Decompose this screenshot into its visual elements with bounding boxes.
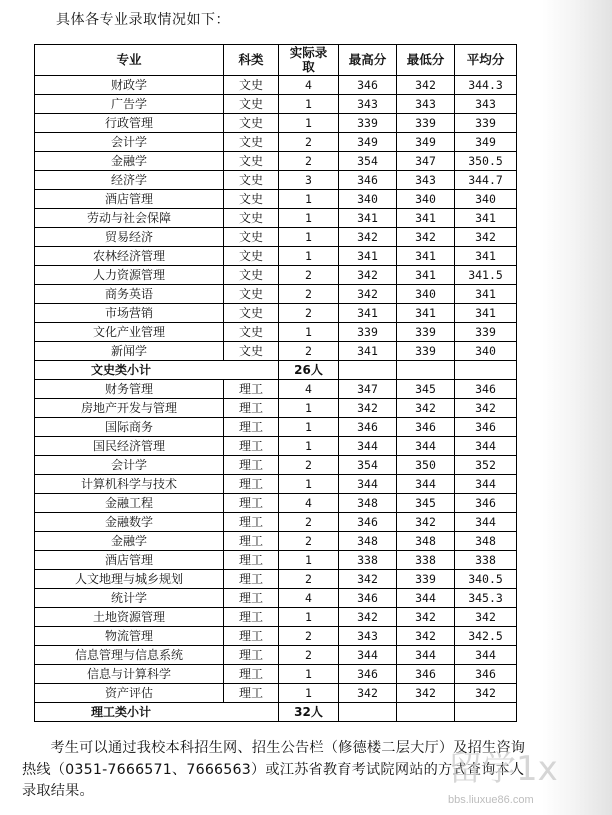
cell-max-score: 346 [339, 418, 397, 437]
table-row [35, 342, 517, 361]
cell-min-score: 339 [397, 114, 455, 133]
cell-major: 国民经济管理 [35, 437, 224, 456]
cell-major: 会计学 [35, 456, 224, 475]
cell-major: 行政管理 [35, 114, 224, 133]
cell-admitted: 2 [279, 152, 339, 171]
cell-avg-score: 344 [455, 475, 517, 494]
table-row [35, 456, 517, 475]
table-row [35, 304, 517, 323]
table-row [35, 399, 517, 418]
cell-max-score: 342 [339, 570, 397, 589]
cell-major: 人力资源管理 [35, 266, 224, 285]
cell-min-score: 342 [397, 684, 455, 703]
cell-admitted: 2 [279, 627, 339, 646]
cell-admitted: 1 [279, 209, 339, 228]
cell-max-score: 349 [339, 133, 397, 152]
cell-major: 酒店管理 [35, 551, 224, 570]
subtotal-row-ligong [35, 703, 517, 722]
table-row [35, 171, 517, 190]
cell-max-score: 346 [339, 76, 397, 95]
header-max-score: 最高分 [339, 45, 397, 76]
cell-avg-score: 343 [455, 95, 517, 114]
cell-max-score: 342 [339, 684, 397, 703]
subtotal-label: 理工类小计 [35, 703, 279, 722]
table-row [35, 247, 517, 266]
cell-avg-score: 340.5 [455, 570, 517, 589]
cell-major: 金融数学 [35, 513, 224, 532]
cell-min-score: 349 [397, 133, 455, 152]
cell-max-score: 344 [339, 475, 397, 494]
cell-admitted: 1 [279, 399, 339, 418]
cell-admitted: 2 [279, 570, 339, 589]
cell-major: 经济学 [35, 171, 224, 190]
table-row [35, 76, 517, 95]
cell-major: 贸易经济 [35, 228, 224, 247]
table-row [35, 532, 517, 551]
cell-major: 资产评估 [35, 684, 224, 703]
table-row [35, 608, 517, 627]
cell-category: 理工 [224, 627, 279, 646]
cell-avg-score: 350.5 [455, 152, 517, 171]
cell-major: 房地产开发与管理 [35, 399, 224, 418]
header-min-score: 最低分 [397, 45, 455, 76]
cell-max-score: 338 [339, 551, 397, 570]
cell-category: 文史 [224, 95, 279, 114]
cell-avg-score: 352 [455, 456, 517, 475]
cell-min-score: 340 [397, 190, 455, 209]
cell-avg-score: 341 [455, 285, 517, 304]
cell-min-score: 338 [397, 551, 455, 570]
table-row [35, 95, 517, 114]
admission-table [34, 44, 517, 722]
table-header-row [35, 45, 517, 76]
cell-admitted: 2 [279, 532, 339, 551]
cell-category: 理工 [224, 684, 279, 703]
table-row [35, 627, 517, 646]
table-row [35, 114, 517, 133]
cell-category: 理工 [224, 589, 279, 608]
cell-max-score: 348 [339, 532, 397, 551]
cell-category: 文史 [224, 304, 279, 323]
header-major: 专业 [35, 45, 224, 76]
cell-max-score: 342 [339, 285, 397, 304]
cell-major: 市场营销 [35, 304, 224, 323]
cell-avg-score: 341.5 [455, 266, 517, 285]
cell-admitted: 2 [279, 133, 339, 152]
cell-admitted: 1 [279, 190, 339, 209]
cell-major: 酒店管理 [35, 190, 224, 209]
table-row [35, 418, 517, 437]
table-row [35, 475, 517, 494]
cell-category: 理工 [224, 399, 279, 418]
cell-category: 理工 [224, 646, 279, 665]
cell-min-score: 350 [397, 456, 455, 475]
cell-max-score: 342 [339, 399, 397, 418]
cell-major: 计算机科学与技术 [35, 475, 224, 494]
cell-admitted: 3 [279, 171, 339, 190]
cell-min-score: 347 [397, 152, 455, 171]
cell-major: 信息与计算科学 [35, 665, 224, 684]
header-admitted: 实际录取 [279, 45, 339, 76]
cell-admitted: 1 [279, 475, 339, 494]
table-row [35, 380, 517, 399]
cell-major: 新闻学 [35, 342, 224, 361]
cell-min-score: 342 [397, 228, 455, 247]
cell-admitted: 2 [279, 342, 339, 361]
cell-max-score: 346 [339, 665, 397, 684]
header-category: 科类 [224, 45, 279, 76]
cell-major: 物流管理 [35, 627, 224, 646]
cell-category: 文史 [224, 133, 279, 152]
cell-major: 劳动与社会保障 [35, 209, 224, 228]
cell-avg-score: 348 [455, 532, 517, 551]
cell-admitted: 1 [279, 608, 339, 627]
cell-category: 文史 [224, 247, 279, 266]
cell-min-score: 339 [397, 570, 455, 589]
cell-avg-score: 345.3 [455, 589, 517, 608]
cell-admitted: 1 [279, 247, 339, 266]
cell-category: 理工 [224, 608, 279, 627]
cell-major: 人文地理与城乡规划 [35, 570, 224, 589]
table-row [35, 551, 517, 570]
cell-major: 商务英语 [35, 285, 224, 304]
cell-min-score: 342 [397, 627, 455, 646]
cell-min-score: 343 [397, 95, 455, 114]
cell-admitted: 1 [279, 95, 339, 114]
cell-category: 理工 [224, 532, 279, 551]
cell-min-score: 344 [397, 589, 455, 608]
cell-max-score: 346 [339, 513, 397, 532]
cell-max-score: 348 [339, 494, 397, 513]
table-row [35, 228, 517, 247]
cell-category: 文史 [224, 323, 279, 342]
cell-category: 理工 [224, 475, 279, 494]
cell-min-score: 346 [397, 665, 455, 684]
cell-category: 文史 [224, 152, 279, 171]
cell-max-score: 344 [339, 437, 397, 456]
subtotal-row-wenshi [35, 361, 517, 380]
cell-max-score: 342 [339, 228, 397, 247]
cell-avg-score: 349 [455, 133, 517, 152]
cell-max-score: 354 [339, 456, 397, 475]
cell-category: 理工 [224, 551, 279, 570]
cell-admitted: 1 [279, 665, 339, 684]
cell-major: 金融工程 [35, 494, 224, 513]
cell-category: 文史 [224, 285, 279, 304]
cell-avg-score: 342 [455, 228, 517, 247]
cell-category: 理工 [224, 380, 279, 399]
cell-avg-score: 340 [455, 342, 517, 361]
cell-major: 统计学 [35, 589, 224, 608]
cell-max-score: 346 [339, 171, 397, 190]
table-row [35, 323, 517, 342]
cell-min-score: 341 [397, 247, 455, 266]
cell-min-score: 342 [397, 76, 455, 95]
cell-min-score: 341 [397, 209, 455, 228]
cell-admitted: 1 [279, 418, 339, 437]
cell-avg-score: 341 [455, 209, 517, 228]
table-row [35, 437, 517, 456]
cell-major: 农林经济管理 [35, 247, 224, 266]
cell-admitted: 2 [279, 285, 339, 304]
cell-max-score: 343 [339, 627, 397, 646]
cell-major: 信息管理与信息系统 [35, 646, 224, 665]
cell-avg-score: 346 [455, 494, 517, 513]
cell-category: 文史 [224, 171, 279, 190]
cell-min-score: 348 [397, 532, 455, 551]
cell-avg-score: 344 [455, 437, 517, 456]
cell-max-score: 341 [339, 209, 397, 228]
subtotal-label: 文史类小计 [35, 361, 279, 380]
cell-admitted: 4 [279, 380, 339, 399]
cell-min-score: 342 [397, 608, 455, 627]
cell-avg-score: 344 [455, 646, 517, 665]
cell-max-score: 347 [339, 380, 397, 399]
table-row [35, 133, 517, 152]
cell-admitted: 1 [279, 684, 339, 703]
cell-admitted: 1 [279, 437, 339, 456]
cell-avg-score: 340 [455, 190, 517, 209]
cell-max-score: 341 [339, 247, 397, 266]
cell-category: 文史 [224, 228, 279, 247]
subtotal-count: 26人 [279, 361, 339, 380]
cell-max-score: 346 [339, 589, 397, 608]
table-row [35, 190, 517, 209]
cell-min-score: 341 [397, 266, 455, 285]
cell-category: 文史 [224, 209, 279, 228]
table-row [35, 665, 517, 684]
cell-category: 理工 [224, 437, 279, 456]
cell-min-score: 344 [397, 437, 455, 456]
cell-avg-score: 338 [455, 551, 517, 570]
svg-text:留学1x: 留学1x [448, 749, 558, 789]
table-row [35, 513, 517, 532]
cell-major: 土地资源管理 [35, 608, 224, 627]
cell-category: 理工 [224, 513, 279, 532]
cell-max-score: 342 [339, 608, 397, 627]
cell-category: 理工 [224, 665, 279, 684]
table-row [35, 589, 517, 608]
cell-major: 广告学 [35, 95, 224, 114]
cell-admitted: 2 [279, 513, 339, 532]
cell-min-score: 339 [397, 323, 455, 342]
cell-max-score: 341 [339, 304, 397, 323]
cell-admitted: 1 [279, 114, 339, 133]
cell-admitted: 4 [279, 76, 339, 95]
cell-avg-score: 342 [455, 399, 517, 418]
cell-admitted: 2 [279, 646, 339, 665]
watermark-url: bbs.liuxue86.com [448, 794, 534, 806]
cell-major: 会计学 [35, 133, 224, 152]
cell-category: 文史 [224, 266, 279, 285]
table-row [35, 646, 517, 665]
table-row [35, 266, 517, 285]
cell-avg-score: 341 [455, 304, 517, 323]
cell-min-score: 339 [397, 342, 455, 361]
cell-min-score: 341 [397, 304, 455, 323]
cell-min-score: 344 [397, 646, 455, 665]
cell-min-score: 345 [397, 494, 455, 513]
cell-major: 文化产业管理 [35, 323, 224, 342]
cell-major: 国际商务 [35, 418, 224, 437]
cell-avg-score: 344.3 [455, 76, 517, 95]
cell-avg-score: 342.5 [455, 627, 517, 646]
cell-category: 文史 [224, 190, 279, 209]
cell-min-score: 342 [397, 399, 455, 418]
cell-major: 财政学 [35, 76, 224, 95]
table-row [35, 152, 517, 171]
cell-max-score: 342 [339, 266, 397, 285]
cell-max-score: 343 [339, 95, 397, 114]
cell-min-score: 340 [397, 285, 455, 304]
cell-admitted: 4 [279, 494, 339, 513]
cell-avg-score: 339 [455, 114, 517, 133]
cell-min-score: 345 [397, 380, 455, 399]
cell-max-score: 340 [339, 190, 397, 209]
cell-avg-score: 346 [455, 380, 517, 399]
cell-major: 金融学 [35, 532, 224, 551]
table-row [35, 209, 517, 228]
inquiry-note [22, 738, 532, 803]
cell-avg-score: 341 [455, 247, 517, 266]
cell-category: 文史 [224, 114, 279, 133]
cell-min-score: 344 [397, 475, 455, 494]
table-row [35, 684, 517, 703]
cell-max-score: 344 [339, 646, 397, 665]
cell-admitted: 1 [279, 323, 339, 342]
cell-category: 文史 [224, 342, 279, 361]
cell-min-score: 342 [397, 513, 455, 532]
cell-min-score: 346 [397, 418, 455, 437]
cell-major: 财务管理 [35, 380, 224, 399]
cell-admitted: 2 [279, 456, 339, 475]
cell-category: 理工 [224, 494, 279, 513]
table-row [35, 570, 517, 589]
cell-category: 理工 [224, 456, 279, 475]
intro-text: 具体各专业录取情况如下： [56, 12, 230, 28]
cell-admitted: 1 [279, 228, 339, 247]
cell-category: 理工 [224, 418, 279, 437]
cell-admitted: 1 [279, 551, 339, 570]
cell-admitted: 4 [279, 589, 339, 608]
cell-avg-score: 342 [455, 684, 517, 703]
cell-avg-score: 339 [455, 323, 517, 342]
cell-admitted: 2 [279, 266, 339, 285]
cell-avg-score: 342 [455, 608, 517, 627]
inquiry-note-text: 考生可以通过我校本科招生网、招生公告栏（修德楼二层大厅）及招生咨询热线（0351-7666571、7666563）或江苏省教育考试院网站的方式查询本人录取结果。 [22, 740, 526, 799]
cell-major: 金融学 [35, 152, 224, 171]
cell-max-score: 341 [339, 342, 397, 361]
subtotal-count: 32人 [279, 703, 339, 722]
cell-max-score: 354 [339, 152, 397, 171]
cell-avg-score: 344 [455, 513, 517, 532]
cell-avg-score: 346 [455, 665, 517, 684]
cell-category: 文史 [224, 76, 279, 95]
table-row [35, 494, 517, 513]
cell-category: 理工 [224, 570, 279, 589]
cell-min-score: 343 [397, 171, 455, 190]
page-right-edge-shadow [542, 0, 612, 815]
header-avg-score: 平均分 [455, 45, 517, 76]
table-row [35, 285, 517, 304]
cell-max-score: 339 [339, 323, 397, 342]
cell-avg-score: 344.7 [455, 171, 517, 190]
cell-admitted: 2 [279, 304, 339, 323]
cell-max-score: 339 [339, 114, 397, 133]
cell-avg-score: 346 [455, 418, 517, 437]
